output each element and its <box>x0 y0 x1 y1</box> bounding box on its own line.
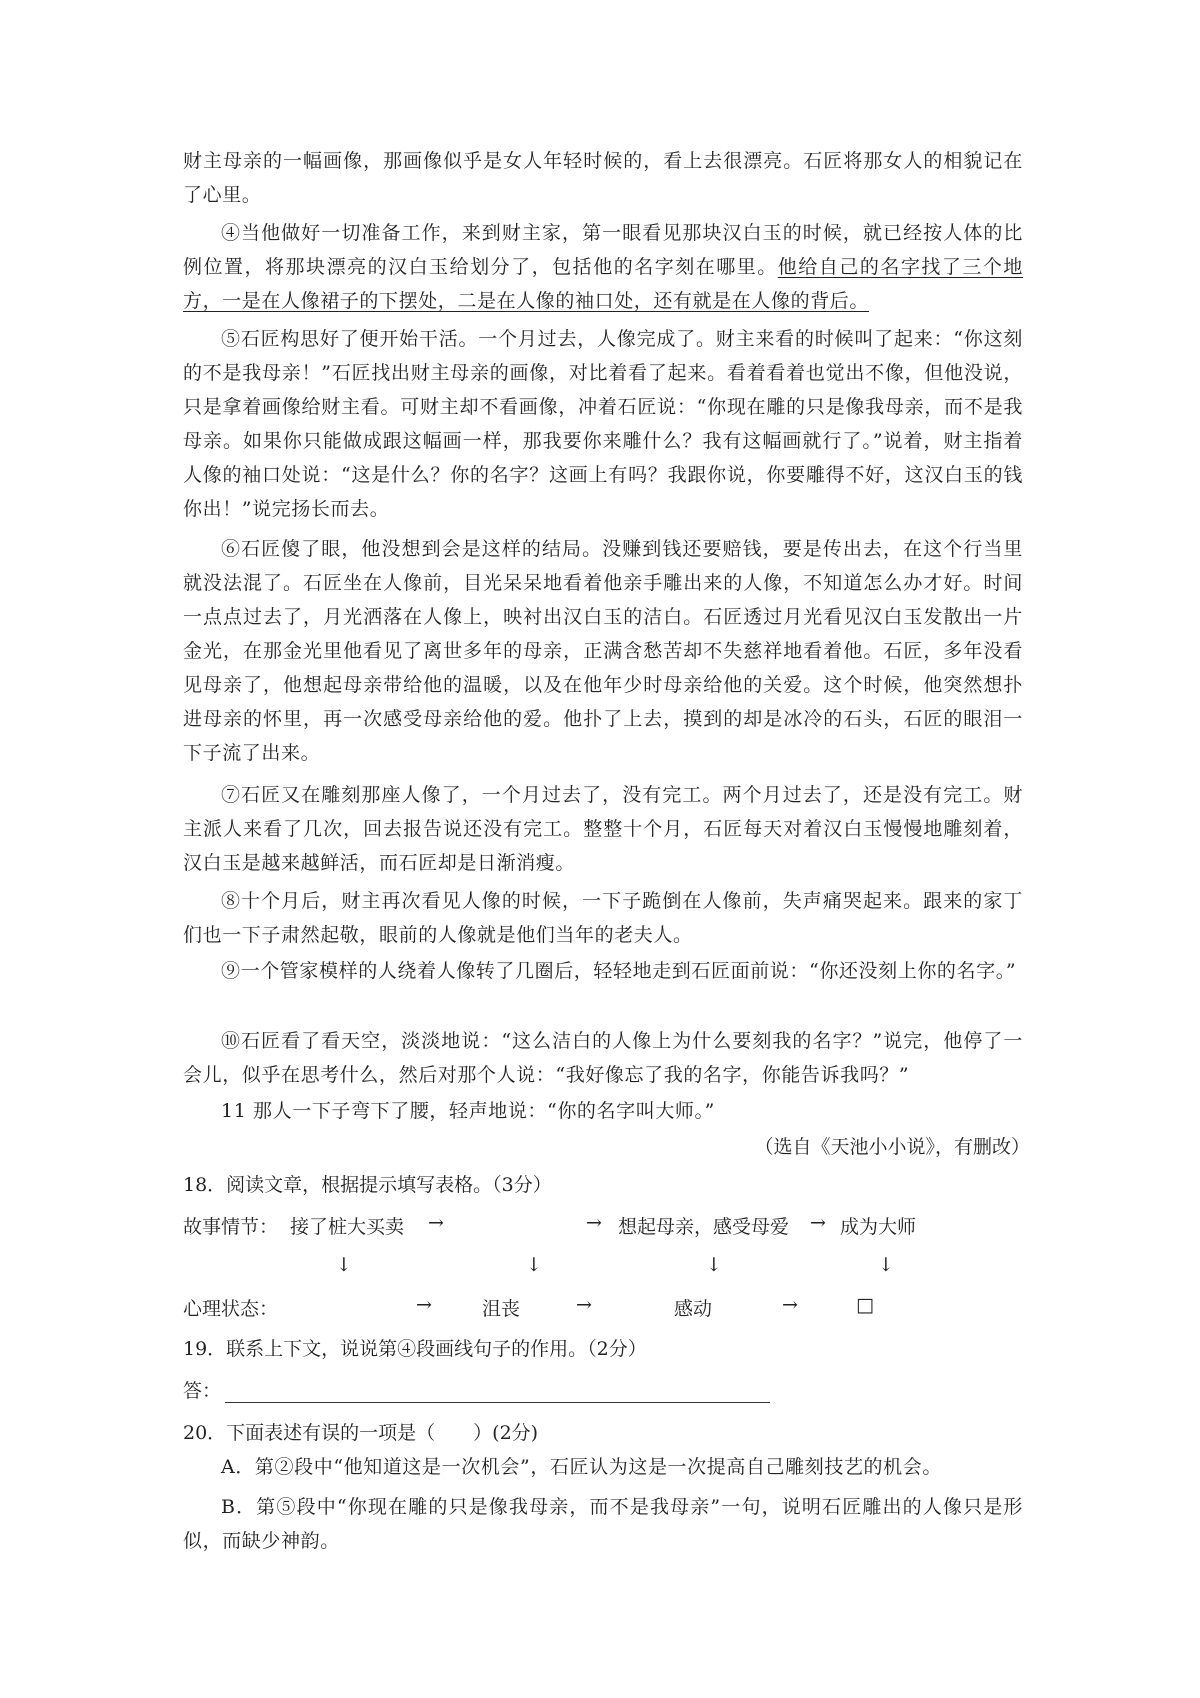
paragraph-4-text: ④当他做好一切准备工作，来到财主家，第一眼看见那块汉白玉的时候，就已经按人体的比例位置，将那块漂亮的汉白玉给划分了，包括他的名字刻在哪里。 <box>183 222 1023 278</box>
plot-item-3: 想起母亲，感受母爱 <box>618 1216 790 1238</box>
paragraph-10: ⑩石匠看了看天空，淡淡地说：“这么洁白的人像上为什么要刻我的名字？”说完，他停了一会儿，似乎在思考什么，然后对那个人说：“我好像忘了我的名字，你能告诉我吗？” <box>183 1030 1023 1086</box>
question-20-title: 20．下面表述有误的一项是（ ）(2分) <box>183 1422 539 1444</box>
mood-arrow-2: → <box>576 1294 592 1316</box>
mood-arrow-1: → <box>416 1294 432 1316</box>
plot-item-1: 接了桩大买卖 <box>290 1216 405 1238</box>
mood-blank[interactable] <box>290 1294 390 1316</box>
mood-item-3: 感动 <box>674 1298 713 1320</box>
plot-label: 故事情节： <box>183 1216 279 1238</box>
answer-label: 答： <box>183 1380 222 1402</box>
plot-blank[interactable] <box>470 1212 580 1234</box>
paragraph-11: 11 那人一下子弯下了腰，轻声地说：“你的名字叫大师。” <box>221 1100 715 1122</box>
down-arrow-2: ↓ <box>526 1254 542 1276</box>
mood-arrow-3: → <box>782 1294 798 1316</box>
down-arrow-3: ↓ <box>706 1254 722 1276</box>
question-19-answer <box>183 1376 770 1403</box>
paragraph-4 <box>183 216 1023 318</box>
question-19-title: 19．联系上下文，说说第④段画线句子的作用。（2分） <box>183 1338 647 1360</box>
mood-label: 心理状态： <box>183 1298 279 1320</box>
question-18-title: 18．阅读文章，根据提示填写表格。（3分） <box>183 1174 552 1196</box>
mood-item-4[interactable]: □ <box>856 1294 874 1316</box>
mood-item-2: 沮丧 <box>482 1298 521 1320</box>
paragraph-7: ⑦石匠又在雕刻那座人像了，一个月过去了，没有完工。两个月过去了，还是没有完工。财主派人来看了几次，回去报告说还没有完工。整整十个月，石匠每天对着汉白玉慢慢地雕刻着，汉白玉是越来越鲜活，而石匠却是日渐消瘦。 <box>183 784 1023 874</box>
paragraph-9: ⑨一个管家模样的人绕着人像转了几圈后，轻轻地走到石匠面前说：“你还没刻上你的名字。” <box>221 960 1017 982</box>
plot-arrow-2: → <box>586 1212 602 1234</box>
paragraph-6: ⑥石匠傻了眼，他没想到会是这样的结局。没赚到钱还要赔钱，要是传出去，在这个行当里就没法混了。石匠坐在人像前，目光呆呆地看着他亲手雕出来的人像，不知道怎么办才好。时间一点点过去了，月光洒落在人像上，映衬出汉白玉的洁白。石匠透过月光看见汉白玉发散出一片金光，在那金光里他看见了离世多年的母亲，正满含愁苦却不失慈祥地看着他。石匠，多年没看见母亲了，他想起母亲带给他的温暖，以及在他年少时母亲给他的关爱。这个时候，他突然想扑进母亲的怀里，再一次感受母亲给他的爱。他扑了上去，摸到的却是冰冷的石头，石匠的眼泪一下子流了出来。 <box>183 538 1023 764</box>
paragraph-5: ⑤石匠构思好了便开始干活。一个月过去，人像完成了。财主来看的时候叫了起来：“你这刻的不是我母亲！”石匠找出财主母亲的画像，对比着看了起来。看着看着也觉出不像，但他没说，只是拿着画像给财主看。可财主却不看画像，冲着石匠说：“你现在雕的只是像我母亲，而不是我母亲。如果你只能做成跟这幅画一样，那我要你来雕什么？我有这幅画就行了。”说着，财主指着人像的袖口处说：“这是什么？你的名字？这画上有吗？我跟你说，你要雕得不好，这汉白玉的钱你出！”说完扬长而去。 <box>183 328 1023 520</box>
down-arrow-1: ↓ <box>336 1254 352 1276</box>
option-a[interactable]: A．第②段中“他知道这是一次机会”，石匠认为这是一次提高自己雕刻技艺的机会。 <box>221 1456 942 1478</box>
plot-arrow-1: → <box>428 1212 444 1234</box>
underlined-sentence: 他给自己的名字找了三个地方，一是在人像裙子的下摆处，二是在人像的袖口处，还有就是在人像的背后。 <box>183 256 1024 312</box>
plot-item-4: 成为大师 <box>840 1216 917 1238</box>
source-citation: （选自《天池小小说》，有删改） <box>754 1136 1030 1158</box>
option-b[interactable]: B．第⑤段中“你现在雕的只是像我母亲，而不是我母亲”一句，说明石匠雕出的人像只是形似，而缺少神韵。 <box>183 1496 1023 1552</box>
down-arrow-4: ↓ <box>878 1254 894 1276</box>
paragraph-8: ⑧十个月后，财主再次看见人像的时候，一下子跪倒在人像前，失声痛哭起来。跟来的家丁们也一下子肃然起敬，眼前的人像就是他们当年的老夫人。 <box>183 890 1023 946</box>
answer-input-line[interactable] <box>225 1380 770 1403</box>
plot-arrow-3: → <box>810 1212 826 1234</box>
paragraph-continued: 财主母亲的一幅画像，那画像似乎是女人年轻时候的，看上去很漂亮。石匠将那女人的相貌记在了心里。 <box>183 150 1023 206</box>
